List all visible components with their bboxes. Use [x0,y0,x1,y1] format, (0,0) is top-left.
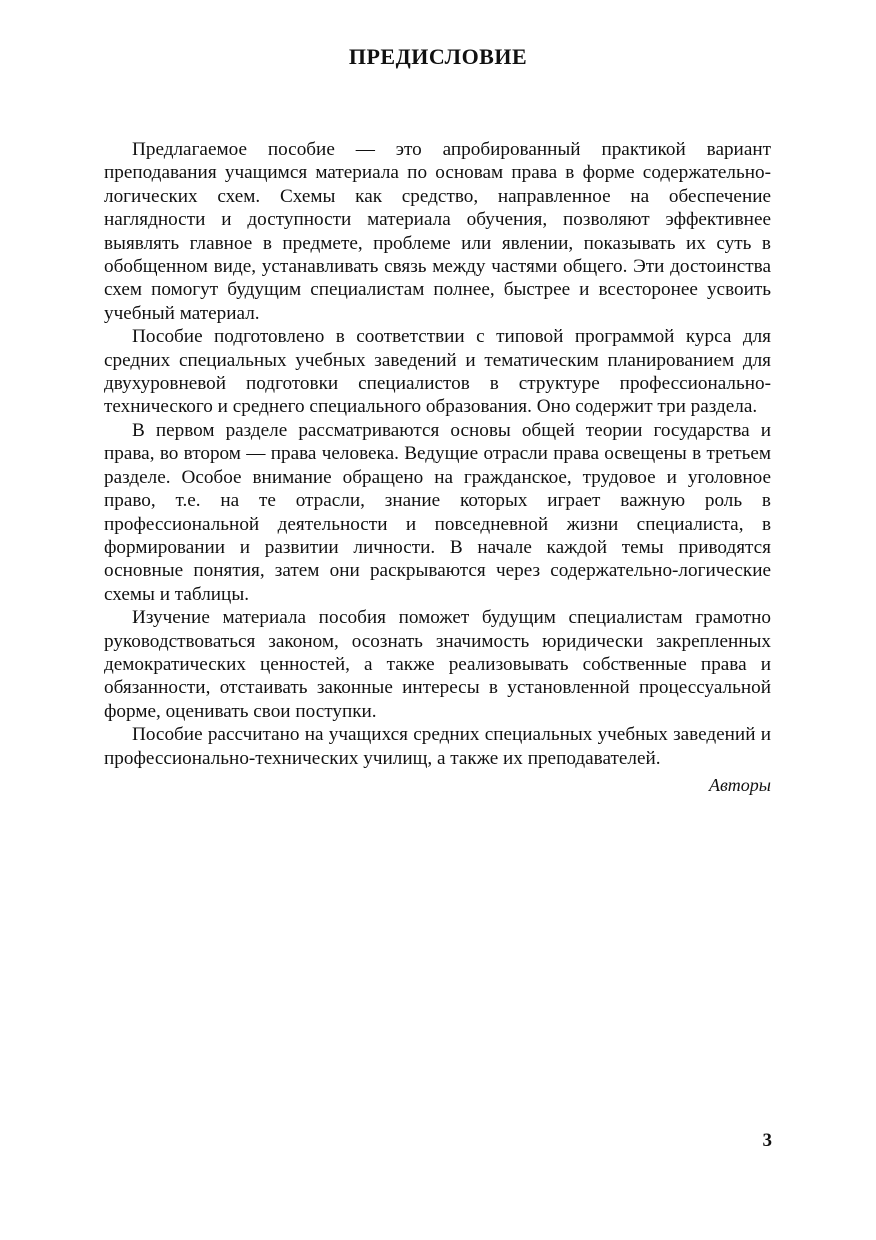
page-number: 3 [762,1130,772,1151]
paragraph-3: В первом разделе рассматриваются основы общей теории государства и права, во втором — права человека. Ведущие отрасли права освещены в третьем разделе. Особое внимание обращено на гражданское, трудовое и уголовное право, т.е. на те отрасли, знание которых играет важную роль в профессиональной деятельности и повседневной жизни специалиста, в формировании и развитии личности. В начале каждой темы приводятся основные понятия, затем они раскрываются через содержательно-логические схемы и таблицы. [104,419,771,605]
paragraph-2: Пособие подготовлено в соответствии с типовой программой курса для средних специальных учебных заведений и тематическим планированием для двухуровневой подготовки специалистов в структуре профессионально-технического и среднего специального образования. Оно содержит три раздела. [104,326,771,418]
paragraph-5: Пособие рассчитано на учащихся средних специальных учебных заведений и профессионально-технических училищ, а также их преподавателей. [104,724,771,769]
authors-signature: Авторы [709,774,771,795]
preface-body [104,138,771,797]
page-title: ПРЕДИСЛОВИЕ [348,44,528,69]
paragraph-4: Изучение материала пособия поможет будущим специалистам грамотно руководствоваться законом, осознать значимость юридически закрепленных демократических ценностей, а также реализовывать собственные права и обязанности, отстаивать законные интересы в установленной процессуальной форме, оценивать свои поступки. [104,607,771,722]
paragraph-1: Предлагаемое пособие — это апробированный практикой вариант преподавания учащимся материала по основам права в форме содержательно-логических схем. Схемы как средство, направленное на обеспечение наглядности и доступности материала обучения, позволяют эффективнее выявлять главное в предмете, проблеме или явлении, показывать их суть в обобщенном виде, устанавливать связь между частями общего. Эти достоинства схем помогут будущим специалистам полнее, быстрее и всесторонее усвоить учебный материал. [104,139,771,324]
